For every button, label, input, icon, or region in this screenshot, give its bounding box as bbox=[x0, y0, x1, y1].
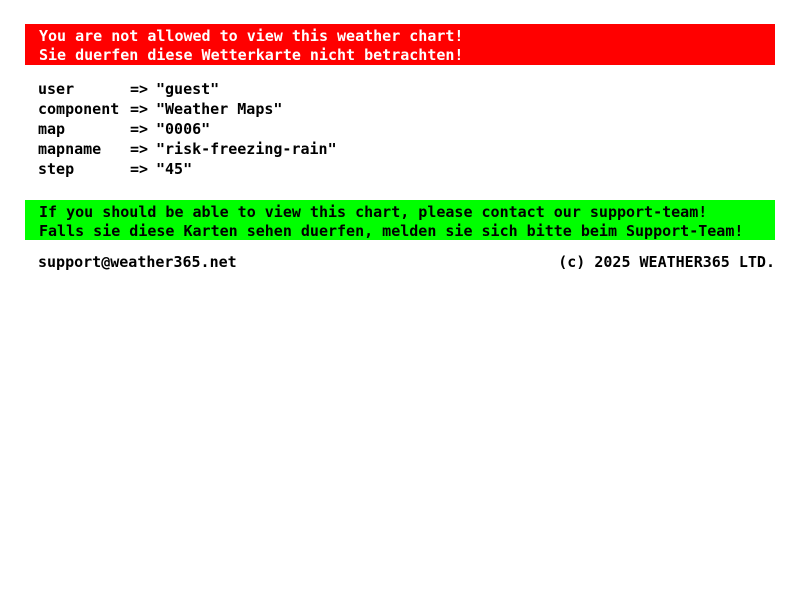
detail-key: component bbox=[38, 100, 120, 118]
error-banner-line-english: You are not allowed to view this weather chart! bbox=[39, 27, 464, 45]
detail-value: "45" bbox=[156, 160, 193, 178]
arrow-glyph: => bbox=[130, 140, 149, 158]
detail-row-map bbox=[38, 119, 337, 139]
arrow-glyph: => bbox=[130, 120, 149, 138]
detail-value: "risk-freezing-rain" bbox=[156, 140, 337, 158]
detail-key: user bbox=[38, 80, 75, 98]
detail-row-step bbox=[38, 159, 337, 179]
arrow-glyph: => bbox=[130, 160, 149, 178]
arrow-glyph: => bbox=[130, 100, 149, 118]
detail-key: mapname bbox=[38, 140, 102, 158]
error-banner bbox=[25, 24, 775, 65]
support-email: support@weather365.net bbox=[38, 253, 237, 271]
support-banner-line-english: If you should be able to view this chart, please contact our support-team! bbox=[39, 203, 708, 221]
footer bbox=[38, 252, 775, 272]
request-details-list bbox=[38, 79, 337, 179]
detail-row-user bbox=[38, 79, 337, 99]
detail-key: map bbox=[38, 120, 66, 138]
arrow-glyph: => bbox=[130, 80, 149, 98]
detail-value: "Weather Maps" bbox=[156, 100, 283, 118]
detail-key: step bbox=[38, 160, 75, 178]
copyright-notice: (c) 2025 WEATHER365 LTD. bbox=[558, 253, 775, 271]
detail-value: "guest" bbox=[156, 80, 220, 98]
detail-row-component bbox=[38, 99, 337, 119]
detail-value: "0006" bbox=[156, 120, 211, 138]
support-banner bbox=[25, 200, 775, 240]
support-banner-line-german: Falls sie diese Karten sehen duerfen, melden sie sich bitte beim Support-Team! bbox=[39, 222, 744, 240]
error-banner-line-german: Sie duerfen diese Wetterkarte nicht betrachten! bbox=[39, 46, 464, 64]
detail-row-mapname bbox=[38, 139, 337, 159]
